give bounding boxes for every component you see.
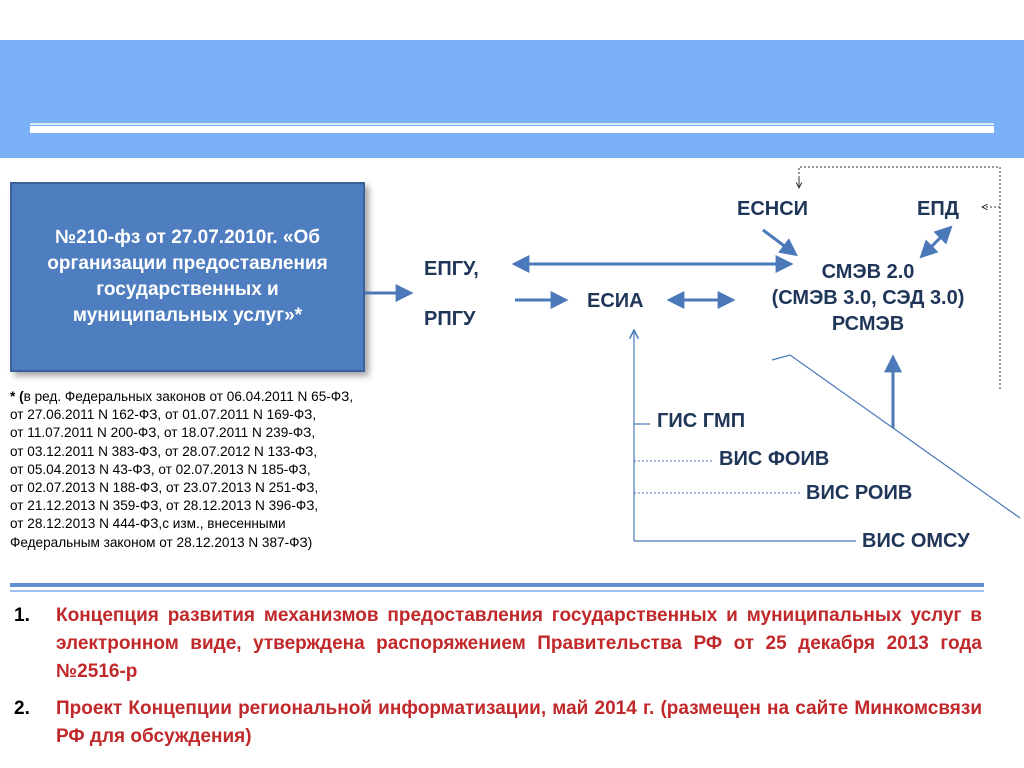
node-smev-line-3: РСМЭВ [831,313,905,335]
node-gis-gmp: ГИС ГМП [657,410,746,432]
footnote-line-2: от 11.07.2011 N 200-ФЗ, от 18.07.2011 N 239-ФЗ, [10,425,316,441]
node-esia: ЕСИА [587,290,644,312]
list-item-text: Концепция развития механизмов предоставления государственных и муниципальных услуг в электронном виде, утверждена распоряжением Правительства РФ от 25 декабря 2013 года №2516-р [56,605,982,682]
footnote-line-4: от 05.04.2013 N 43-ФЗ, от 02.07.2013 N 185-ФЗ, [10,461,311,477]
footnote-line-7: от 28.12.2013 N 444-ФЗ,с изм., внесенными [10,516,286,532]
footnote-line-0: в ред. Федеральных законов от 06.04.2011 N 65-ФЗ, [23,389,354,404]
law-box-text: №210-фз от 27.07.2010г. «Об организации предоставления государственных и муниципальных услуг»* [47,227,328,326]
node-esnsi: ЕСНСИ [737,198,809,220]
footnote-line-1: от 27.06.2011 N 162-ФЗ, от 01.07.2011 N 169-ФЗ, [10,407,317,423]
section-divider-thin [10,590,984,592]
node-smev-line-1: СМЭВ 2.0 [821,261,915,283]
arrow-esnsi-smev [763,230,795,254]
node-vis-foiv: ВИС ФОИВ [719,448,830,470]
list-item-number: 1. [14,605,30,626]
node-rpgu: РПГУ [424,308,476,330]
footnote-line: * (в ред. Федеральных законов от 06.04.2011 N 65-ФЗ, [10,389,354,404]
footnote-line-6: от 21.12.2013 N 359-ФЗ, от 28.12.2013 N 396-ФЗ, [10,498,319,514]
node-epd: ЕПД [917,198,959,220]
list-item [14,602,982,686]
footnote-line-3: от 03.12.2011 N 383-ФЗ, от 28.07.2012 N 133-ФЗ, [10,443,318,459]
list-item [14,695,982,751]
list-item-text: Проект Концепции региональной информатизации, май 2014 г. (размещен на сайте Минкомсвязи РФ для обсуждения) [56,698,982,747]
node-epgu: ЕПГУ, [424,258,479,280]
footnote-line-8: Федеральным законом от 28.12.2013 N 387-ФЗ) [10,534,313,550]
reference-list [14,602,982,760]
section-divider [10,583,984,587]
arrow-epd-smev [922,228,950,256]
node-smev-line-2: (СМЭВ 3.0, СЭД 3.0) [771,287,965,309]
footnote-line-5: от 02.07.2013 N 188-ФЗ, от 23.07.2013 N 251-ФЗ, [10,480,319,496]
node-vis-roiv: ВИС РОИВ [806,482,913,504]
list-item-number: 2. [14,698,30,719]
node-vis-omsu: ВИС ОМСУ [862,530,970,552]
node-smev [736,259,1000,337]
